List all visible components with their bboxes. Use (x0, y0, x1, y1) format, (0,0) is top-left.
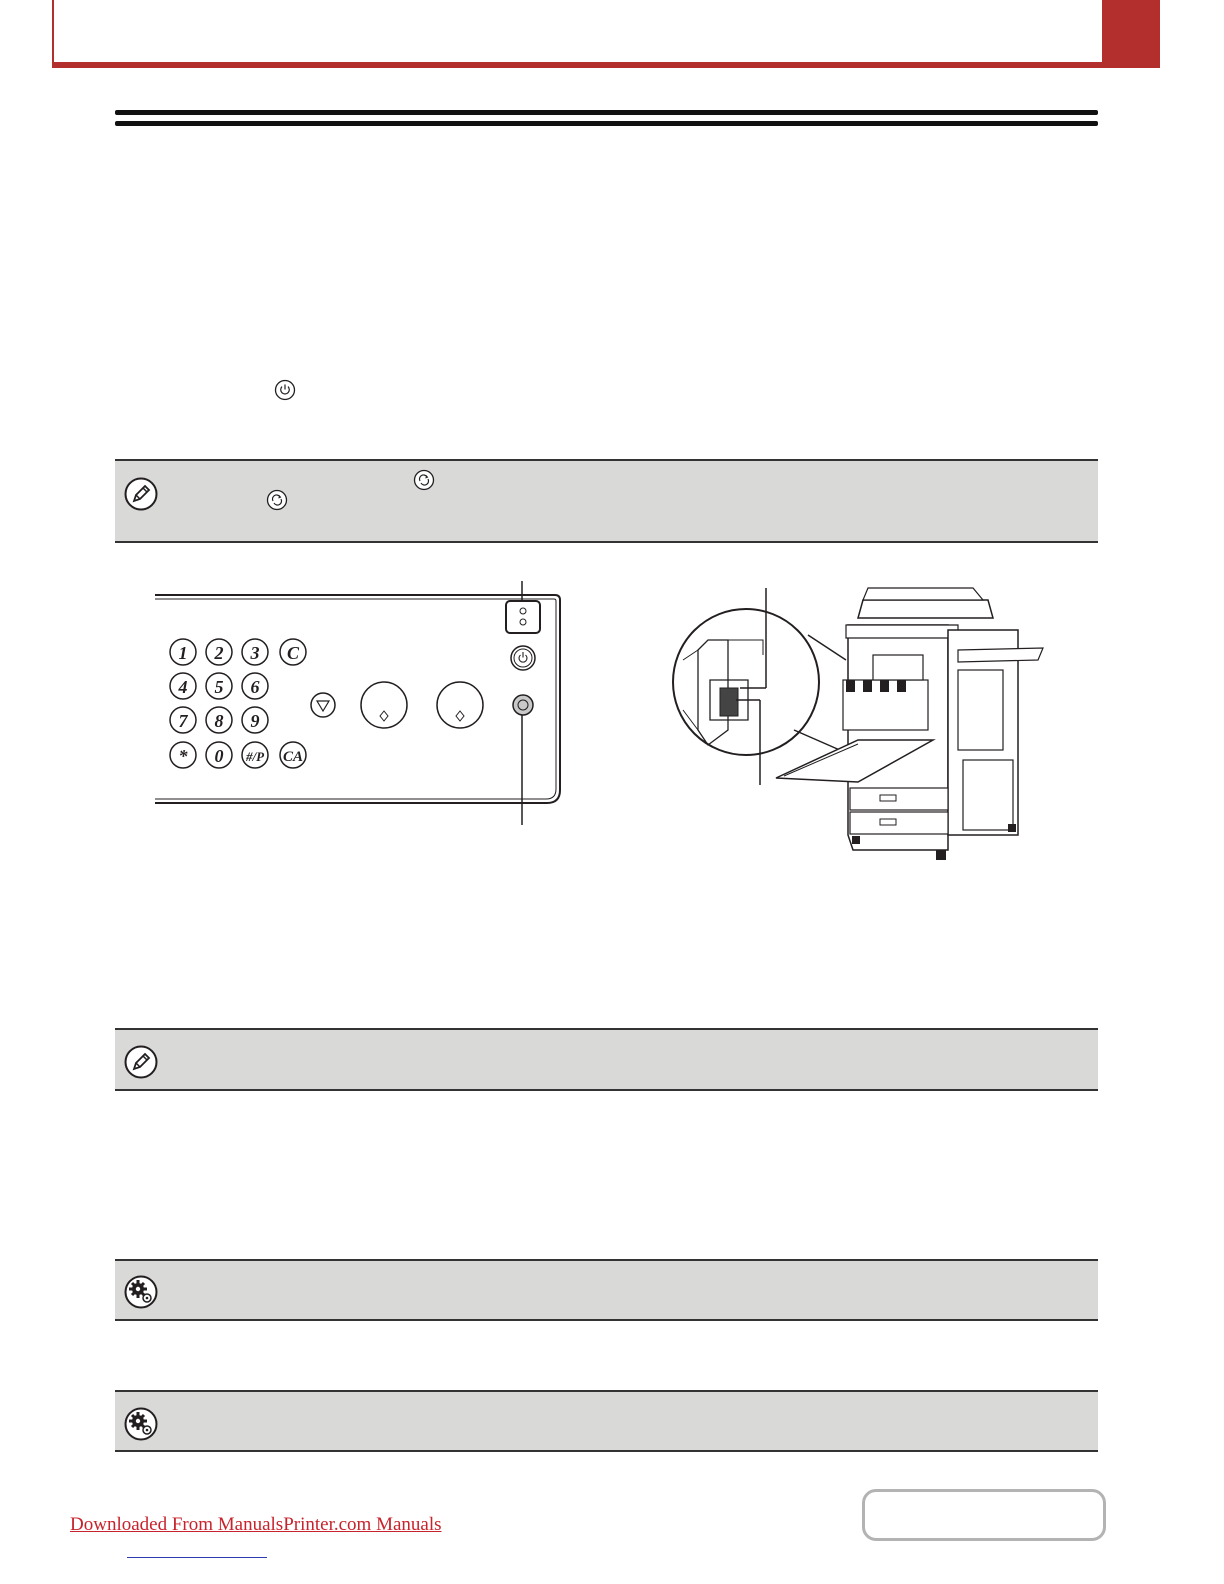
magnified-view (673, 609, 819, 755)
settings-box (115, 1390, 1098, 1452)
key-hash-p: #/P (245, 749, 265, 764)
header-left-border (52, 0, 54, 66)
key-6: 6 (250, 677, 260, 697)
key-1: 1 (178, 643, 188, 663)
gear-settings-icon (124, 1275, 158, 1309)
pencil-note-icon (124, 1045, 158, 1079)
section-rule-top (115, 110, 1098, 115)
key-5: 5 (214, 677, 224, 697)
energy-save-indicator (506, 601, 540, 633)
download-source-link[interactable]: Downloaded From ManualsPrinter.com Manuals (70, 1514, 442, 1535)
settings-box (115, 1259, 1098, 1321)
stop-key (311, 693, 335, 717)
machine-illustration (668, 580, 1058, 870)
key-7: 7 (178, 711, 188, 731)
section-rule-bottom (115, 121, 1098, 126)
energy-save-icon (266, 489, 288, 511)
power-icon (274, 379, 296, 401)
keypad (170, 639, 306, 768)
energy-save-icon (413, 469, 435, 491)
key-3: 3 (250, 643, 260, 663)
control-panel-illustration (150, 575, 570, 830)
note-box (115, 459, 1098, 543)
corner-tab[interactable] (1102, 0, 1160, 68)
page-number-box[interactable] (862, 1489, 1106, 1541)
power-key (511, 646, 535, 670)
note-box (115, 1028, 1098, 1091)
key-ca: CA (282, 749, 304, 765)
key-4: 4 (178, 677, 188, 697)
key-8: 8 (214, 711, 224, 731)
gear-settings-icon (124, 1407, 158, 1441)
header-rule (52, 62, 1160, 68)
pencil-note-icon (124, 477, 158, 511)
key-0: 0 (214, 746, 224, 766)
key-2: 2 (214, 643, 224, 663)
bottom-underline (127, 1557, 267, 1558)
key-asterisk: * (178, 746, 188, 766)
energy-save-key (513, 695, 533, 715)
key-c: C (286, 643, 300, 663)
key-9: 9 (250, 711, 260, 731)
